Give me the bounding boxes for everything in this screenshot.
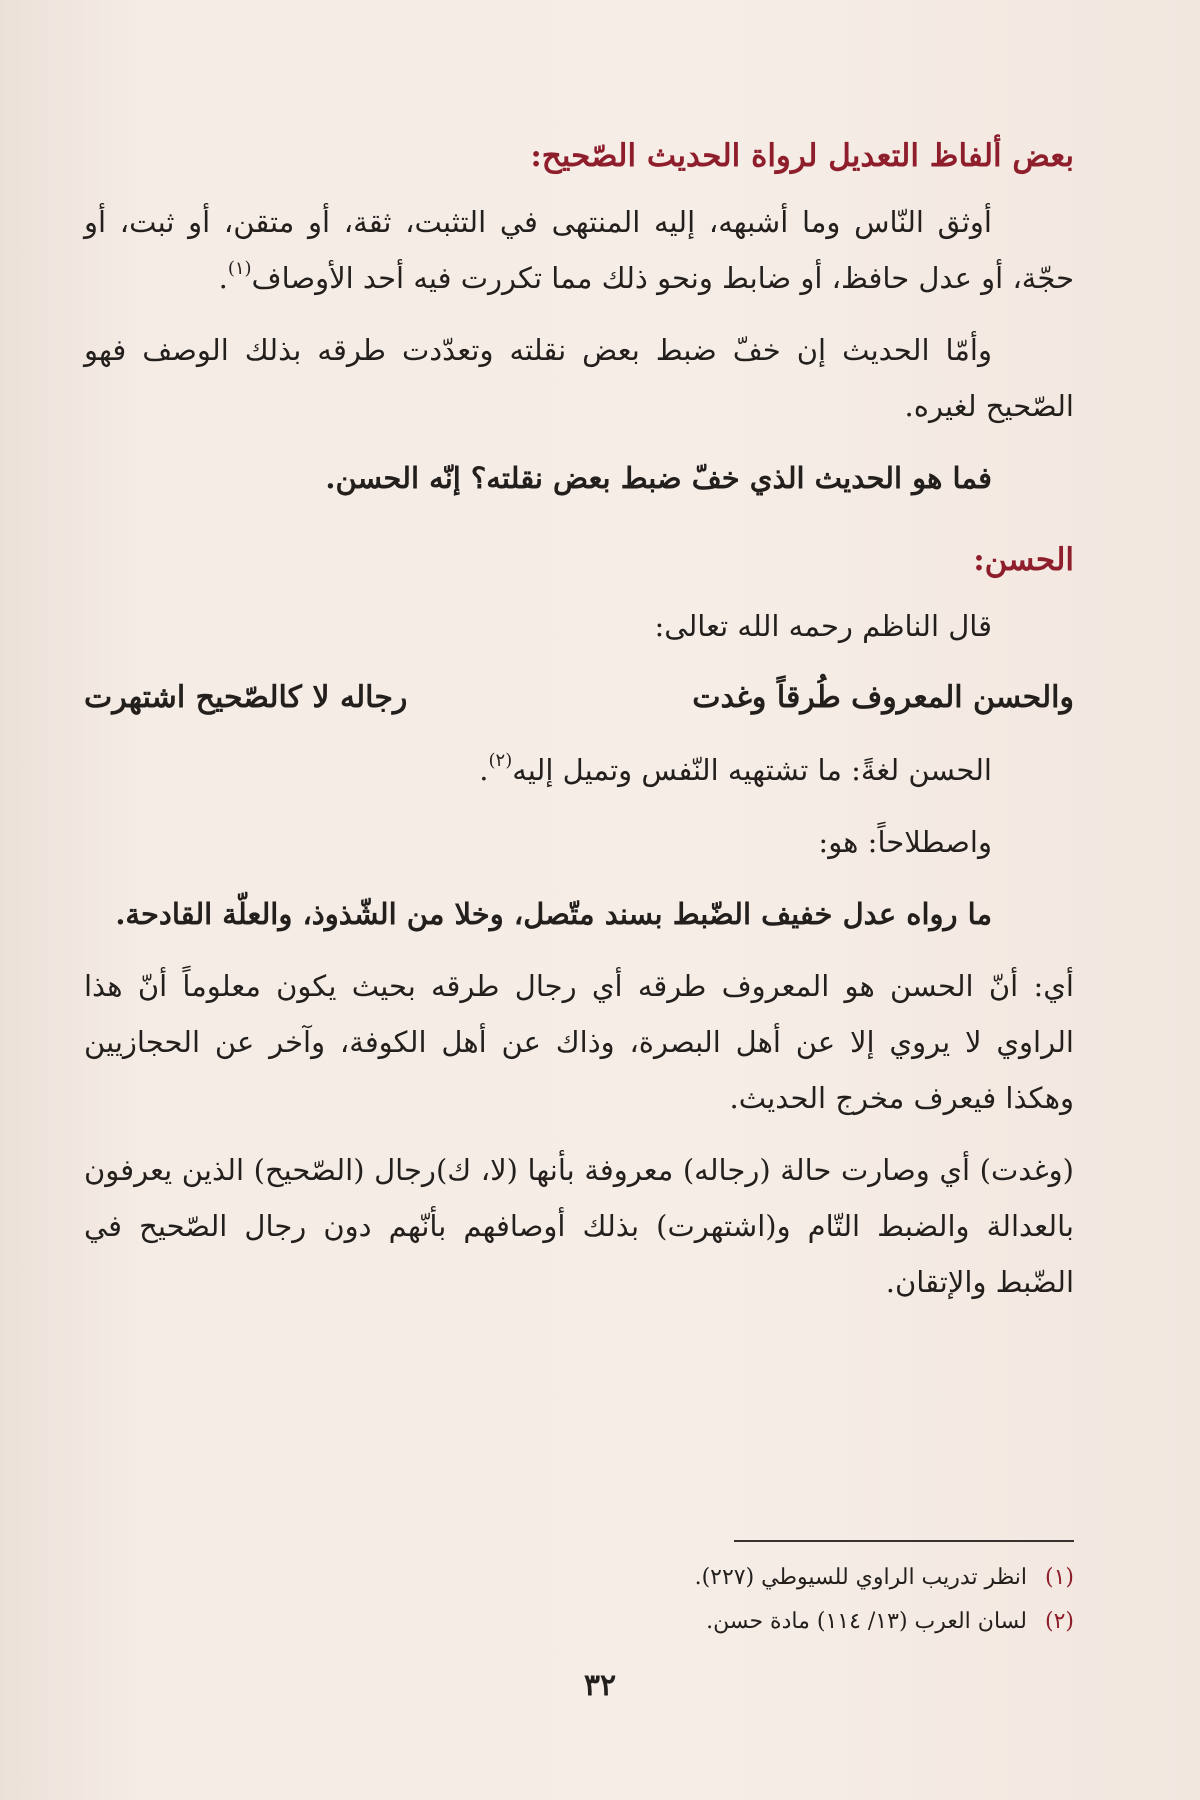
footnote-number: (١) [1044,1565,1074,1590]
paragraph-text: الحسن لغةً: ما تشتهيه النّفس وتميل إليه [512,753,992,787]
paragraph-verse-commentary: (وغدت) أي وصارت حالة (رجاله) معروفة بأنها (لا، ك)رجال (الصّحيح) الذين يعرفون بالعدالة والضبط التّام و(اشتهرت) بذلك أوصافهم بأنّهم دون رجال الصّحيح في الضّبط والإتقان. [84,1153,1074,1299]
paragraph-explanation: أي: أنّ الحسن هو المعروف طرقه أي رجال طرقه بحيث يكون معلوماً أنّ هذا الراوي لا يروي إلا عن أهل البصرة، وذاك عن أهل الكوفة، وآخر عن الحجازيين وهكذا فيعرف مخرج الحديث. [84,969,1074,1115]
paragraph-end: . [218,261,228,295]
footnote-2 [84,1600,1074,1644]
paragraph-text: أوثق النّاس وما أشبهه، إليه المنتهى في التثبت، ثقة، أو متقن، أو ثبت، أو حجّة، أو عدل حافظ، أو ضابط ونحو ذلك مما تكررت فيه أحد الأوصاف [84,205,1074,295]
footnote-divider [734,1540,1074,1542]
paragraph-question: فما هو الحديث الذي خفّ ضبط بعض نقلته؟ إنّه الحسن. [325,461,992,495]
verse-first-hemistich: والحسن المعروف طُرقاً وغدت [692,680,1074,715]
paragraph-istilah: واصطلاحاً: هو: [818,825,992,859]
footnotes [84,1556,1074,1644]
footnote-number: (٢) [1044,1609,1074,1634]
paragraph-nazim-said: قال الناظم رحمه الله تعالى: [654,609,992,643]
footnote-1 [84,1556,1074,1600]
poetry-verse [84,670,1074,726]
paragraph-sahih-lighairih: وأمّا الحديث إن خفّ ضبط بعض نقلته وتعدّدت طرقه بذلك الوصف فهو الصّحيح لغيره. [84,333,1074,423]
section-heading-hasan: الحسن: [973,542,1074,578]
page-number: ٣٢ [583,1668,617,1703]
footnote-text: لسان العرب (١٣/ ١١٤) مادة حسن. [706,1609,1027,1634]
paragraph-definition: ما رواه عدل خفيف الضّبط بسند متّصل، وخلا من الشّذوذ، والعلّة القادحة. [115,897,992,931]
paragraph-tadil-terms [84,194,1074,306]
verse-second-hemistich: رجاله لا كالصّحيح اشتهرت [84,680,408,715]
page-body [84,128,1074,1326]
footnote-ref-2: (٢) [488,750,513,771]
footnote-text: انظر تدريب الراوي للسيوطي (٢٢٧). [694,1565,1027,1590]
paragraph-end: . [479,753,489,787]
section-heading-tadil: بعض ألفاظ التعديل لرواة الحديث الصّحيح: [530,138,1074,174]
footnote-ref-1: (١) [227,258,252,279]
paragraph-hasan-linguistic [84,742,1074,798]
